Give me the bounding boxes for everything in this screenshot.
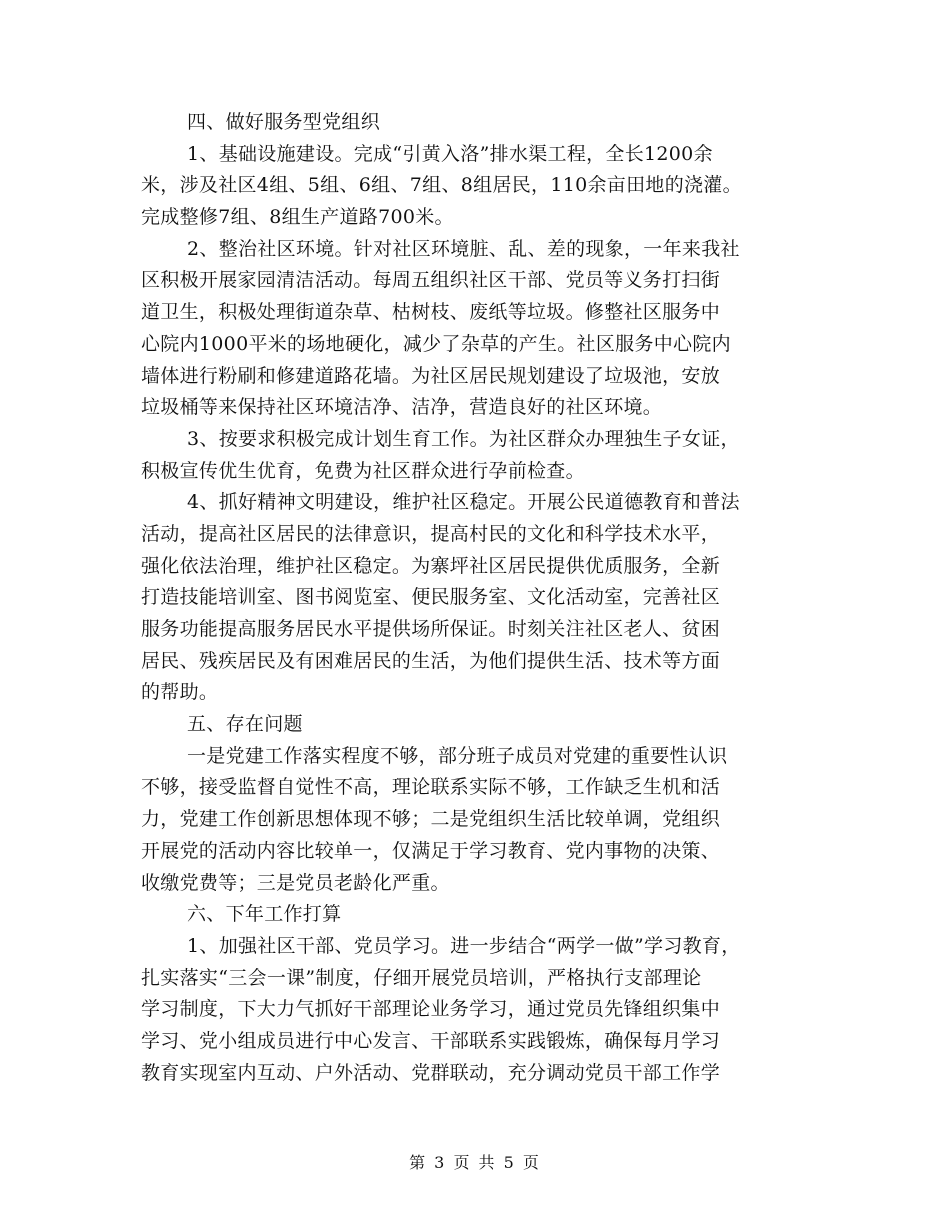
paragraph-line: 积极宣传优生优育，免费为社区群众进行孕前检查。: [141, 459, 585, 482]
paragraph-line: 1、基础设施建设。完成“引黄入洛”排水渠工程，全长1200余: [187, 142, 713, 165]
paragraph-line: 收缴党费等；三是党员老龄化严重。: [141, 871, 450, 894]
paragraph-line: 服务功能提高服务居民水平提供场所保证。时刻关注社区老人、贫困: [141, 618, 721, 640]
paragraph-line: 扎实落实“三会一课”制度，仔细开展党员培训，严格执行支部理论: [141, 966, 702, 989]
paragraph-line: 米，涉及社区4组、5组、6组、7组、8组居民，110余亩田地的浇灌。: [141, 174, 742, 197]
paragraph-line: 学习、党小组成员进行中心发言、干部联系实践锻炼，确保每月学习: [141, 1029, 721, 1052]
section-heading-next-year-plan: 六、下年工作打算: [187, 903, 342, 926]
paragraph-line: 打造技能培训室、图书阅览室、便民服务室、文化活动室，完善社区: [141, 586, 721, 609]
paragraph-line: 强化依法治理，维护社区稳定。为寨坪社区居民提供优质服务，全新: [141, 554, 721, 577]
paragraph-line: 开展党的活动内容比较单一，仅满足于学习教育、党内事物的决策、: [141, 839, 721, 862]
paragraph-line: 3、按要求积极完成计划生育工作。为社区群众办理独生子女证，: [187, 427, 740, 450]
document-body: [141, 107, 821, 1089]
paragraph-line: 垃圾桶等来保持社区环境洁净、洁净，营造良好的社区环境。: [141, 396, 663, 419]
section-heading-problems: 五、存在问题: [187, 713, 303, 736]
section-heading-service-party: 四、做好服务型党组织: [187, 111, 381, 133]
paragraph-line: 教育实现室内互动、户外活动、党群联动，充分调动党员干部工作学: [141, 1061, 721, 1084]
paragraph-line: 2、整治社区环境。针对社区环境脏、乱、差的现象，一年来我社: [187, 237, 740, 260]
paragraph-line: 心院内1000平米的场地硬化，减少了杂草的产生。社区服务中心院内: [141, 332, 731, 355]
paragraph-line: 1、加强社区干部、党员学习。进一步结合“两学一做”学习教育，: [187, 934, 741, 957]
paragraph-line: 的帮助。: [141, 681, 219, 704]
paragraph-line: 完成整修7组、8组生产道路700米。: [141, 206, 454, 229]
paragraph-line: 墙体进行粉刷和修建道路花墙。为社区居民规划建设了垃圾池，安放: [141, 364, 721, 387]
page-number-footer: 第 3 页 共 5 页: [409, 1153, 541, 1172]
paragraph-line: 一是党建工作落实程度不够，部分班子成员对党建的重要性认识: [187, 744, 728, 767]
paragraph-line: 道卫生，积极处理街道杂草、枯树枝、废纸等垃圾。修整社区服务中: [141, 301, 721, 324]
paragraph-line: 学习制度，下大力气抓好干部理论业务学习，通过党员先锋组织集中: [141, 998, 721, 1021]
paragraph-line: 居民、残疾居民及有困难居民的生活，为他们提供生活、技术等方面: [141, 649, 721, 672]
paragraph-line: 4、抓好精神文明建设，维护社区稳定。开展公民道德教育和普法: [187, 491, 740, 514]
paragraph-line: 活动，提高社区居民的法律意识，提高村民的文化和科学技术水平，: [141, 522, 721, 545]
paragraph-line: 不够，接受监督自觉性不高，理论联系实际不够，工作缺乏生机和活: [141, 776, 721, 799]
paragraph-line: 区积极开展家园清洁活动。每周五组织社区干部、党员等义务打扫街: [141, 269, 721, 292]
paragraph-line: 力，党建工作创新思想体现不够；二是党组织生活比较单调，党组织: [141, 808, 721, 831]
